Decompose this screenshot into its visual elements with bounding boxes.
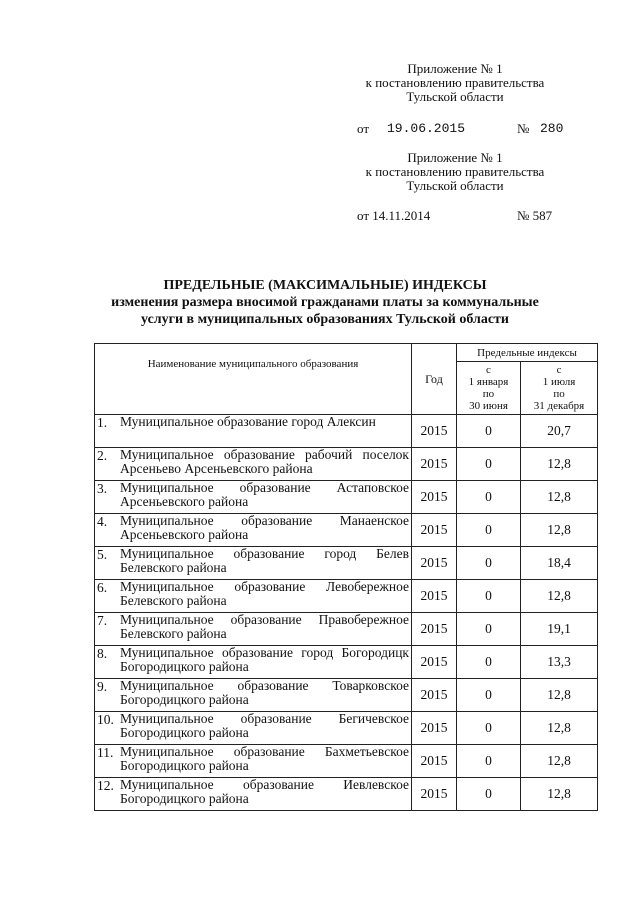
index-period-1: 0 — [457, 580, 521, 613]
row-number: 8. — [97, 646, 108, 661]
index-period-1: 0 — [457, 415, 521, 448]
row-number: 12. — [97, 778, 114, 793]
appendix-2-header — [340, 151, 570, 193]
index-period-1: 0 — [457, 481, 521, 514]
table-row — [95, 514, 598, 547]
index-period-2: 12,8 — [521, 778, 598, 811]
year-cell: 2015 — [412, 514, 457, 547]
table-row — [95, 646, 598, 679]
year-cell: 2015 — [412, 712, 457, 745]
index-period-1: 0 — [457, 448, 521, 481]
index-period-2: 12,8 — [521, 679, 598, 712]
appendix-2-number: № 587 — [517, 208, 553, 223]
table-row — [95, 481, 598, 514]
year-cell: 2015 — [412, 547, 457, 580]
municipality-name: Муниципальное образование Левобережное Белевского района — [120, 579, 409, 608]
document-heading-line1: ПРЕДЕЛЬНЫЕ (МАКСИМАЛЬНЫЕ) ИНДЕКСЫ — [163, 278, 487, 293]
index-period-2: 12,8 — [521, 448, 598, 481]
appendix-1-date-line — [357, 121, 577, 137]
table-row — [95, 712, 598, 745]
number-prefix: № — [517, 121, 530, 136]
index-period-2: 12,8 — [521, 481, 598, 514]
col-header-year: Год — [412, 344, 457, 415]
year-cell: 2015 — [412, 580, 457, 613]
table-row — [95, 613, 598, 646]
row-number: 3. — [97, 481, 108, 496]
row-number: 10. — [97, 712, 114, 727]
year-cell: 2015 — [412, 778, 457, 811]
table-row — [95, 580, 598, 613]
index-period-1: 0 — [457, 745, 521, 778]
indices-table — [94, 343, 598, 811]
index-period-1: 0 — [457, 547, 521, 580]
appendix-1-header — [340, 62, 570, 104]
municipality-name: Муниципальное образование Бегичевское Богородицкого района — [120, 711, 409, 740]
municipality-name: Муниципальное образование рабочий поселок Арсеньево Арсеньевского района — [120, 447, 409, 476]
municipality-name: Муниципальное образование Бахметьевское Богородицкого района — [120, 744, 409, 773]
year-cell: 2015 — [412, 745, 457, 778]
municipality-name: Муниципальное образование город Алексин — [120, 414, 376, 429]
index-period-2: 13,3 — [521, 646, 598, 679]
col-header-period-2: с 1 июля по 31 декабря — [521, 362, 598, 415]
appendix-2-line3: Тульской области — [406, 178, 504, 193]
index-period-2: 12,8 — [521, 745, 598, 778]
municipality-name: Муниципальное образование Правобережное Белевского района — [120, 612, 409, 641]
index-period-1: 0 — [457, 712, 521, 745]
municipality-name: Муниципальное образование Манаенское Арсеньевского района — [120, 513, 409, 542]
appendix-2-title: Приложение № 1 — [407, 150, 503, 165]
index-period-1: 0 — [457, 646, 521, 679]
document-heading-line3: услуги в муниципальных образованиях Тульской области — [141, 312, 509, 327]
index-period-1: 0 — [457, 613, 521, 646]
row-number: 4. — [97, 514, 108, 529]
stamped-date: 19.06.2015 — [387, 121, 466, 136]
appendix-1-line2: к постановлению правительства — [365, 75, 545, 90]
municipality-name: Муниципальное образование город Белев Белевского района — [120, 546, 409, 575]
year-cell: 2015 — [412, 448, 457, 481]
table-row — [95, 547, 598, 580]
table-row — [95, 679, 598, 712]
col-header-name: Наименование муниципального образования — [95, 344, 412, 415]
year-cell: 2015 — [412, 481, 457, 514]
table-row — [95, 745, 598, 778]
stamped-number: 280 — [540, 121, 564, 136]
index-period-1: 0 — [457, 514, 521, 547]
index-period-2: 12,8 — [521, 514, 598, 547]
index-period-2: 19,1 — [521, 613, 598, 646]
appendix-1-line3: Тульской области — [406, 89, 504, 104]
appendix-2-date-line — [357, 208, 577, 224]
index-period-1: 0 — [457, 778, 521, 811]
table-row — [95, 448, 598, 481]
appendix-2-date: от 14.11.2014 — [357, 208, 431, 223]
index-period-2: 20,7 — [521, 415, 598, 448]
row-number: 1. — [97, 415, 108, 430]
row-number: 9. — [97, 679, 108, 694]
index-period-2: 12,8 — [521, 580, 598, 613]
municipality-name: Муниципальное образование Астаповское Арсеньевского района — [120, 480, 409, 509]
year-cell: 2015 — [412, 679, 457, 712]
index-period-1: 0 — [457, 679, 521, 712]
year-cell: 2015 — [412, 415, 457, 448]
appendix-2-line2: к постановлению правительства — [365, 164, 545, 179]
year-cell: 2015 — [412, 613, 457, 646]
municipality-name: Муниципальное образование город Богородицк Богородицкого района — [120, 645, 409, 674]
municipality-name: Муниципальное образование Иевлевское Богородицкого района — [120, 777, 409, 806]
municipality-name: Муниципальное образование Товарковское Богородицкого района — [120, 678, 409, 707]
col-header-indices: Предельные индексы — [457, 344, 598, 362]
row-number: 2. — [97, 448, 108, 463]
index-period-2: 18,4 — [521, 547, 598, 580]
col-header-period-1: с 1 января по 30 июня — [457, 362, 521, 415]
row-number: 6. — [97, 580, 108, 595]
row-number: 11. — [97, 745, 114, 760]
table-row — [95, 415, 598, 448]
index-period-2: 12,8 — [521, 712, 598, 745]
row-number: 5. — [97, 547, 108, 562]
document-heading-line2: изменения размера вносимой гражданами платы за коммунальные — [111, 295, 539, 310]
appendix-1-title: Приложение № 1 — [407, 61, 503, 76]
row-number: 7. — [97, 613, 108, 628]
date-prefix: от — [357, 121, 370, 136]
year-cell: 2015 — [412, 646, 457, 679]
table-row — [95, 778, 598, 811]
